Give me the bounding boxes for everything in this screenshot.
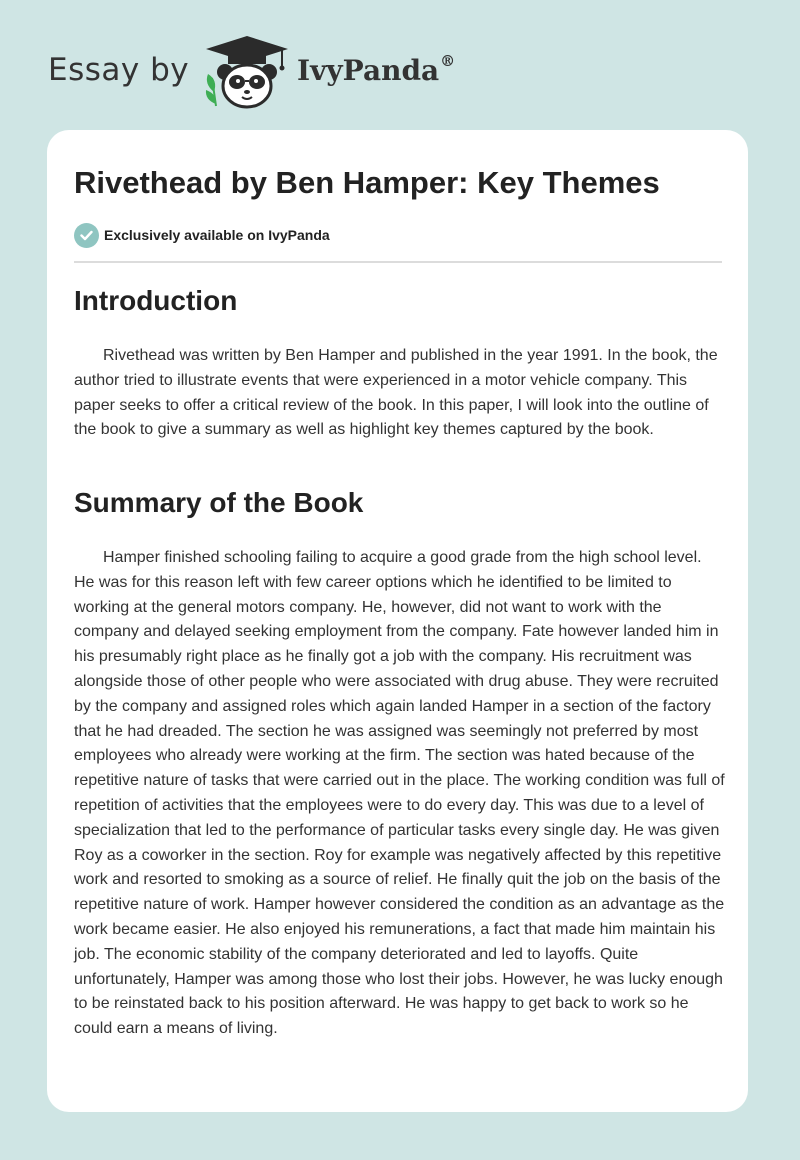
paragraph-summary: Hamper finished schooling failing to acquire a good grade from the high school level. He was for this reason left with few career options which he identified to be limited to working at the general motors company. He, however, did not want to work with the company and delayed seeking employment from the company. Fate however landed him in his presumably right place as he finally got a job with the company. His recruitment was alongside those of other people who were associated with drug abuse. They were recruited by the company and assigned roles which again landed Hamper in a section of the factory that he had dreaded. The section he was assigned was seemingly not preferred by most employees who already were working at the firm. The section was hated because of the repetitive nature of tasks that were carried out in the place. The working condition was full of repetition of activities that the employees were to do every day. This was due to a level of specialization that led to the performance of particular tasks every single day. He was given Roy as a coworker in the section. Roy for example was negatively affected by this repetitive work and resorted to smoking as a source of relief. He finally quit the job on the basis of the repetitive nature of work. Hamper however considered the condition as an advantage as the work became easier. He also enjoyed his remunerations, a fact that made him maintain his job. The economic stability of the company deteriorated and led to layoffs. Quite unfortunately, Hamper was among those who lost their jobs. However, he was lucky enough to be reinstated back to his position afterward. He was happy to get back to work so he could earn a means of living.: [74, 549, 725, 1038]
brand-name: IvyPanda: [297, 54, 440, 87]
section-heading-summary: Summary of the Book: [74, 487, 364, 518]
check-icon: [74, 223, 99, 248]
exclusive-badge-label: Exclusively available on IvyPanda: [104, 227, 330, 243]
paragraph-introduction: Rivethead was written by Ben Hamper and published in the year 1991. In the book, the author tried to illustrate events that were experienced in a motor vehicle company. This paper seeks to offer a critical review of the book. In this paper, I will look into the outline of the book to give a summary as well as highlight key themes captured by the book.: [74, 347, 718, 439]
ivypanda-logo-text[interactable]: [297, 54, 455, 87]
panda-graduate-logo-icon[interactable]: [202, 34, 292, 110]
registered-mark: ®: [440, 52, 456, 70]
divider: [74, 261, 722, 263]
section-heading-introduction: Introduction: [74, 285, 238, 316]
exclusive-badge: [74, 222, 330, 248]
page-title: Rivethead by Ben Hamper: Key Themes: [74, 165, 660, 200]
essay-by-label: Essay by: [48, 52, 190, 88]
essay-card: [47, 130, 748, 1112]
site-header: [48, 30, 548, 110]
